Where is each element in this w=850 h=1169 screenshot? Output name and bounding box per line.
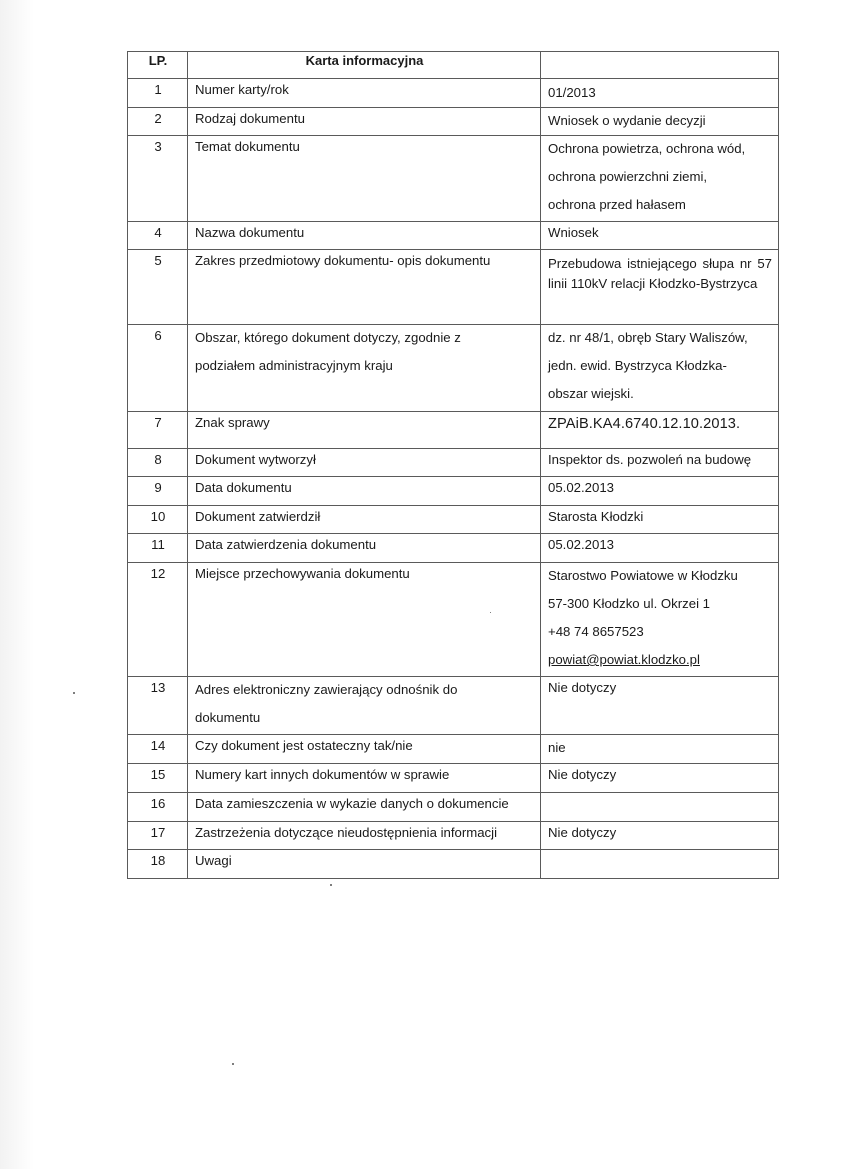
row-value: Nie dotyczy	[541, 822, 779, 850]
table-row	[128, 534, 779, 563]
table-row	[128, 850, 779, 879]
table-row	[128, 136, 779, 222]
row-label: Data zamieszczenia w wykazie danych o dokumencie	[188, 793, 541, 822]
table-row	[128, 563, 779, 677]
row-label: Dokument zatwierdził	[188, 506, 541, 534]
row-label: Numery kart innych dokumentów w sprawie	[188, 764, 541, 793]
row-number: 13	[128, 677, 188, 735]
row-label: Data zatwierdzenia dokumentu	[188, 534, 541, 563]
header-title: Karta informacyjna	[188, 52, 541, 79]
row-value: Wniosek o wydanie decyzji	[541, 108, 779, 136]
label-line: Obszar, którego dokument dotyczy, zgodnie z	[195, 330, 461, 345]
table-row	[128, 222, 779, 250]
scan-shadow-edge	[0, 0, 34, 1169]
table-row	[128, 677, 779, 735]
value-line: Starostwo Powiatowe w Kłodzku	[548, 568, 738, 583]
row-number: 7	[128, 412, 188, 449]
table-row	[128, 764, 779, 793]
row-value	[541, 563, 779, 677]
row-number: 5	[128, 250, 188, 325]
row-value: Przebudowa istniejącego słupa nr 57 linii 110kV relacji Kłodzko-Bystrzyca	[541, 250, 779, 325]
row-value	[541, 325, 779, 412]
row-value: 05.02.2013	[541, 534, 779, 563]
label-line: dokumentu	[195, 710, 261, 725]
row-value	[541, 136, 779, 222]
row-number: 4	[128, 222, 188, 250]
row-value: 01/2013	[541, 79, 779, 108]
value-line: ochrona przed hałasem	[548, 197, 686, 212]
scan-speck	[330, 884, 332, 886]
row-number: 9	[128, 477, 188, 506]
row-label: Rodzaj dokumentu	[188, 108, 541, 136]
row-value: Nie dotyczy	[541, 677, 779, 735]
value-line: Ochrona powietrza, ochrona wód,	[548, 141, 746, 156]
row-number: 15	[128, 764, 188, 793]
table-row	[128, 412, 779, 449]
label-line: podziałem administracyjnym kraju	[195, 358, 393, 373]
row-number: 3	[128, 136, 188, 222]
row-label: Dokument wytworzył	[188, 449, 541, 477]
label-line: Adres elektroniczny zawierający odnośnik do	[195, 682, 458, 697]
table-row	[128, 250, 779, 325]
table-row	[128, 79, 779, 108]
row-number: 1	[128, 79, 188, 108]
value-line: 57-300 Kłodzko ul. Okrzei 1	[548, 596, 710, 611]
header-lp: LP.	[128, 52, 188, 79]
row-value: Inspektor ds. pozwoleń na budowę	[541, 449, 779, 477]
scan-speck	[73, 692, 75, 694]
row-value	[541, 793, 779, 822]
row-label: Czy dokument jest ostateczny tak/nie	[188, 735, 541, 764]
table-row	[128, 325, 779, 412]
row-value	[541, 850, 779, 879]
row-label	[188, 677, 541, 735]
row-number: 17	[128, 822, 188, 850]
table-row	[128, 822, 779, 850]
table-row	[128, 506, 779, 534]
info-card-table	[127, 51, 779, 879]
row-number: 6	[128, 325, 188, 412]
table-header-row	[128, 52, 779, 79]
row-value: ZPAiB.KA4.6740.12.10.2013.	[541, 412, 779, 449]
row-number: 11	[128, 534, 188, 563]
row-value: Nie dotyczy	[541, 764, 779, 793]
row-label	[188, 325, 541, 412]
table-row	[128, 477, 779, 506]
row-label: Znak sprawy	[188, 412, 541, 449]
email-link[interactable]: powiat@powiat.klodzko.pl	[548, 652, 700, 667]
row-number: 16	[128, 793, 188, 822]
value-line: jedn. ewid. Bystrzyca Kłodzka-	[548, 358, 727, 373]
row-number: 8	[128, 449, 188, 477]
table-row	[128, 108, 779, 136]
row-label: Miejsce przechowywania dokumentu	[188, 563, 541, 677]
row-label: Nazwa dokumentu	[188, 222, 541, 250]
row-number: 10	[128, 506, 188, 534]
value-line: obszar wiejski.	[548, 386, 634, 401]
row-number: 2	[128, 108, 188, 136]
row-number: 14	[128, 735, 188, 764]
row-value: Starosta Kłodzki	[541, 506, 779, 534]
row-value: Wniosek	[541, 222, 779, 250]
table-row	[128, 793, 779, 822]
row-label: Numer karty/rok	[188, 79, 541, 108]
value-line: ochrona powierzchni ziemi,	[548, 169, 708, 184]
row-label: Uwagi	[188, 850, 541, 879]
row-label: Temat dokumentu	[188, 136, 541, 222]
value-line: dz. nr 48/1, obręb Stary Waliszów,	[548, 330, 748, 345]
row-number: 18	[128, 850, 188, 879]
table-row	[128, 735, 779, 764]
row-value: nie	[541, 735, 779, 764]
row-label: Zastrzeżenia dotyczące nieudostępnienia informacji	[188, 822, 541, 850]
row-label: Data dokumentu	[188, 477, 541, 506]
row-number: 12	[128, 563, 188, 677]
row-value: 05.02.2013	[541, 477, 779, 506]
table-row	[128, 449, 779, 477]
header-value	[541, 52, 779, 79]
scan-speck	[232, 1063, 234, 1065]
row-label: Zakres przedmiotowy dokumentu- opis dokumentu	[188, 250, 541, 325]
value-line: +48 74 8657523	[548, 624, 644, 639]
